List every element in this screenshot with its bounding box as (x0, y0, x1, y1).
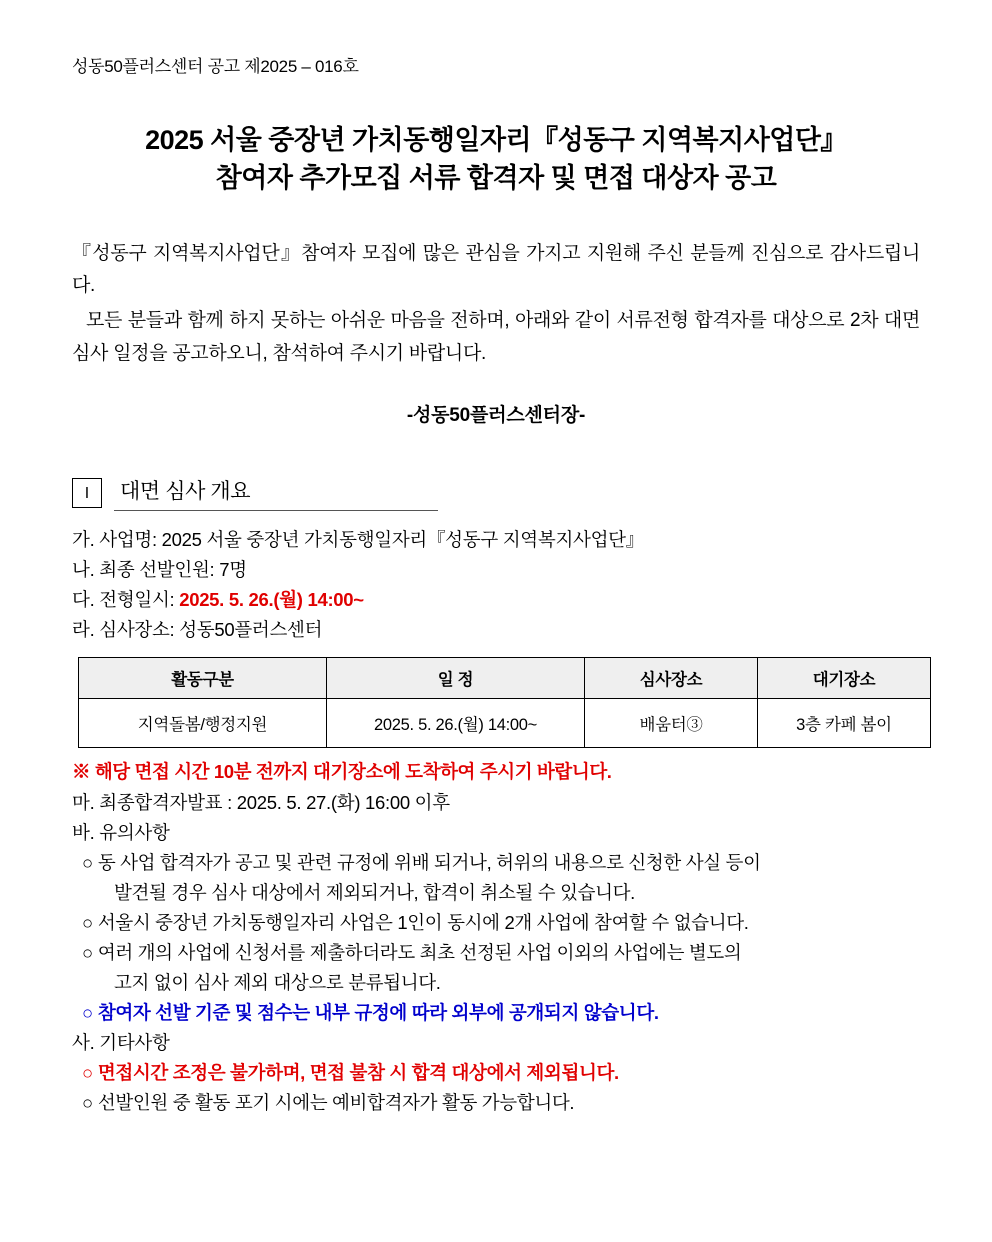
section-number: Ⅰ (72, 478, 102, 508)
list-item-text: 선발인원 중 활동 포기 시에는 예비합격자가 활동 가능합니다. (97, 1091, 575, 1113)
table-header-row (79, 658, 931, 699)
item-precautions-heading: 바. 유의사항 (72, 822, 170, 844)
bullet-circle-icon: ○ (82, 1002, 93, 1023)
list-item-text: 참여자 선발 기준 및 점수는 내부 규정에 따라 외부에 공개되지 않습니다. (97, 1002, 659, 1023)
arrival-notice: ※ 해당 면접 시간 10분 전까지 대기장소에 도착하여 주시기 바랍니다. (72, 761, 612, 783)
table-cell-waiting-place: 3층 카페 봄이 (758, 699, 931, 748)
list-item (72, 1088, 920, 1118)
item-exam-date-label: 다. 전형일시: (72, 589, 180, 611)
list-item-continuation: 발견될 경우 심사 대상에서 제외되거나, 합격이 취소될 수 있습니다. (114, 882, 635, 904)
item-business-name-value: 2025 서울 중장년 가치동행일자리『성동구 지역복지사업단』 (161, 529, 644, 551)
table-header-exam-place: 심사장소 (585, 658, 758, 699)
item-exam-place-value: 성동50플러스센터 (179, 619, 323, 641)
table-cell-exam-place: 배움터③ (585, 699, 758, 748)
list-item (72, 1058, 920, 1088)
item-exam-date-value: 2025. 5. 26.(월) 14:00~ (179, 589, 364, 611)
table-header-activity: 활동구분 (79, 658, 327, 699)
list-item-text: 서울시 중장년 가치동행일자리 사업은 1인이 동시에 2개 사업에 참여할 수 없습니다. (97, 912, 749, 934)
list-item-text: 동 사업 합격자가 공고 및 관련 규정에 위배 되거나, 허위의 내용으로 신청한 사실 등이 (97, 852, 761, 874)
bullet-circle-icon: ○ (82, 1061, 93, 1083)
table-cell-activity: 지역돌봄/행정지원 (79, 699, 327, 748)
title-line-1: 2025 서울 중장년 가치동행일자리『성동구 지역복지사업단』 (145, 125, 847, 155)
schedule-table (78, 657, 931, 748)
item-business-name (72, 525, 920, 555)
table-header-schedule: 일 정 (327, 658, 585, 699)
intro-paragraph-1: 『성동구 지역복지사업단』참여자 모집에 많은 관심을 가지고 지원해 주신 분들께 진심으로 감사드립니다. (72, 242, 920, 297)
section-header (72, 475, 920, 511)
list-item-text: 여러 개의 사업에 신청서를 제출하더라도 최초 선정된 사업 이외의 사업에는 별도의 (97, 942, 742, 964)
document-title (72, 121, 920, 198)
list-item-text: 면접시간 조정은 불가하며, 면접 불참 시 합격 대상에서 제외됩니다. (97, 1061, 619, 1083)
title-line-2: 참여자 추가모집 서류 합격자 및 면접 대상자 공고 (215, 163, 777, 194)
bullet-circle-icon: ○ (82, 852, 93, 874)
item-selection-count-value: 7명 (219, 559, 247, 581)
list-item (72, 998, 920, 1028)
bullet-circle-icon: ○ (82, 1091, 93, 1113)
table-row (79, 699, 931, 748)
intro-paragraph-2: 모든 분들과 함께 하지 못하는 아쉬운 마음을 전하며, 아래와 같이 서류전형 합격자를 대상으로 2차 대면심사 일정을 공고하오니, 참석하여 주시기 바랍니다. (72, 310, 920, 364)
list-item (72, 848, 920, 878)
signature-line: -성동50플러스센터장- (406, 405, 586, 427)
bullet-circle-icon: ○ (82, 912, 93, 934)
table-header-waiting-place: 대기장소 (758, 658, 931, 699)
document-number: 성동50플러스센터 공고 제2025 – 016호 (72, 57, 359, 76)
item-result-announcement: 마. 최종합격자발표 : 2025. 5. 27.(화) 16:00 이후 (72, 792, 450, 814)
item-business-name-label: 가. 사업명: (72, 529, 162, 551)
item-exam-date (72, 585, 920, 615)
item-other-heading: 사. 기타사항 (72, 1031, 170, 1053)
list-item (72, 908, 920, 938)
table-cell-schedule: 2025. 5. 26.(월) 14:00~ (327, 699, 585, 748)
section-title: 대면 심사 개요 (114, 475, 438, 511)
item-selection-count (72, 555, 920, 585)
list-item-continuation: 고지 없이 심사 제외 대상으로 분류됩니다. (114, 972, 441, 994)
list-item (72, 938, 920, 968)
intro-paragraphs (72, 238, 920, 371)
item-exam-place-label: 라. 심사장소: (72, 619, 180, 641)
item-exam-place (72, 615, 920, 645)
item-selection-count-label: 나. 최종 선발인원: (72, 559, 220, 581)
bullet-circle-icon: ○ (82, 942, 93, 964)
